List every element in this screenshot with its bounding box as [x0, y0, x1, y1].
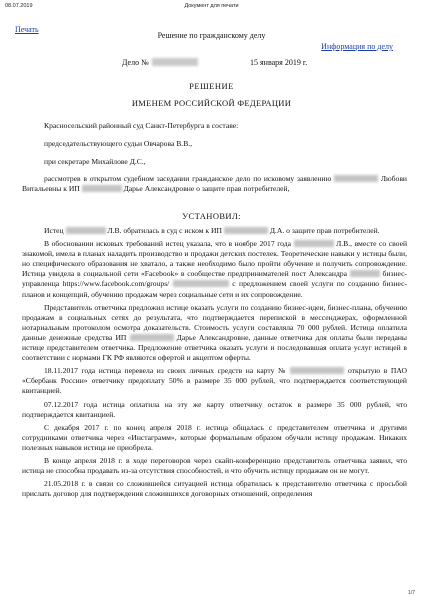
case-title: Решение по гражданскому делу: [157, 31, 266, 40]
redacted-name: [294, 240, 334, 247]
intro-block: [22, 121, 407, 197]
secretary-line: при секретаре Михайлове Д.С.,: [44, 157, 146, 167]
paragraph: 07.12.2017 года истица оплатила на эту же карту ответчику остаток в размере 35 000 рублей, что подтверждается квитанцией.: [22, 399, 407, 419]
paragraph: С декабря 2017 г. по конец апреля 2018 г. истица общалась с представителем ответчика и другими сотрудниками ответчика через «Инстаграмм», которые формальным образом обучали истицу продажам. Никаких полезных навыков истица не приобрела.: [22, 422, 407, 452]
redacted-name: [350, 270, 380, 277]
paragraph-text: Представитель ответчика предложил истице оказать услуги по созданию бизнес-идеи, бизнес-плана, обучению продажам в социальных сетях до результата, что подтверждается перепиской в мессенджерах, оформленной нотариальным протоколом осмотра доказательств. Стоимость услуги составляла 70 000 рублей. Истица оплатила данные денежные средства ИП: [22, 302, 407, 342]
case-prefix: Дело №: [122, 58, 149, 67]
considered-text: Дарье Александровне о защите прав потребителей,: [123, 184, 290, 194]
considered-text: рассмотрев в открытом судебном заседании гражданское дело по исковому заявлению: [44, 174, 332, 184]
considered-line: [22, 174, 407, 194]
print-header: [0, 0, 423, 14]
redacted-name: [82, 185, 122, 192]
paragraph: 21.05.2018 г. в связи со сложившейся ситуацией истица обратилась к представителю ответчика с просьбой прислать договор для подтверждения сложившихся договорных отношений, определения: [22, 479, 407, 499]
considered-text: Любови Витальевны к ИП: [22, 174, 407, 194]
redacted-name: [334, 175, 378, 182]
court-line: Красносельский районный суд Санкт-Петербурга в составе:: [44, 121, 239, 130]
paragraph: [22, 239, 407, 300]
paragraph-text: с предложением своей услуги по созданию бизнес-планов и концепций, обучению продажам через социальные сети и их сопровождение.: [22, 279, 407, 299]
in-name-heading: ИМЕНЕМ РОССИЙСКОЙ ФЕДЕРАЦИИ: [131, 98, 292, 108]
decision-heading: РЕШЕНИЕ: [189, 81, 234, 91]
page-number: 1/7: [408, 590, 415, 596]
redacted-url: [173, 280, 229, 287]
paragraph-text: Истец: [44, 226, 64, 235]
paragraph-text: Л.В. обратилась в суд с иском к ИП: [107, 226, 222, 235]
paragraph-text: В обосновании исковых требований истец указала, что в ноябре 2017 года: [44, 239, 291, 249]
redacted-card: [290, 367, 344, 374]
paragraph: В конце апреля 2018 г. в ходе переговоров через скайп-конференцию представитель ответчика заявил, что истица не способна продавать из-за отсутствия способностей, и что обучить истицу продажам он не могут.: [22, 455, 407, 476]
paragraph: [22, 303, 407, 364]
paragraph-text: Дарье Александровне, данные ответчика для оплаты были переданы истице представителем ответчика. Предложение ответчика оказать услуги и последовавшая оплата услуг истицей в соответствии с нормами ГК РФ являются офертой и акцептом оферты.: [22, 332, 407, 363]
paragraph-text: бизнес-управленца https://www.facebook.com/groups/: [22, 269, 407, 289]
case-info-link[interactable]: Информация по делу: [321, 42, 393, 51]
established-heading: УСТАНОВИЛ:: [182, 211, 241, 221]
paragraph: [22, 366, 407, 396]
redacted-case-number: [152, 58, 198, 66]
paragraph-text: открытую в ПАО «Сбербанк России» ответчику предоплату 50% в размере 35 000 рублей, что подтверждается соответствующей квитанцией.: [22, 366, 407, 396]
judge-line: председательствующего судьи Овчарова В.В.,: [44, 139, 193, 149]
print-link[interactable]: Печать: [15, 25, 39, 34]
redacted-name: [66, 227, 106, 234]
paragraph-text: Д.А. о защите прав потребителей.: [269, 226, 380, 235]
print-date: 08.07.2019: [5, 3, 33, 9]
paragraph-text: Л.В., вместе со своей знакомой, имела в планах наладить производство и продажи детских постелек. Теоретические навыки у истицы были, но специфического образования не хватало, а также необходимо было пройти обучение и получить сопровождение. Истица увидела в социальной сети «Facebook» в сообществе предпринимателей пост Александра: [22, 239, 408, 279]
case-number: [122, 58, 198, 67]
paragraph: [22, 226, 407, 236]
main-body: [22, 226, 407, 502]
redacted-name: [224, 227, 268, 234]
redacted-name: [130, 334, 174, 341]
paragraph-text: 18.11.2017 года истица перевела из своих личных средств на карту №: [44, 366, 287, 376]
case-date: 15 января 2019 г.: [250, 58, 308, 67]
print-title: Документ для печати: [184, 3, 239, 9]
